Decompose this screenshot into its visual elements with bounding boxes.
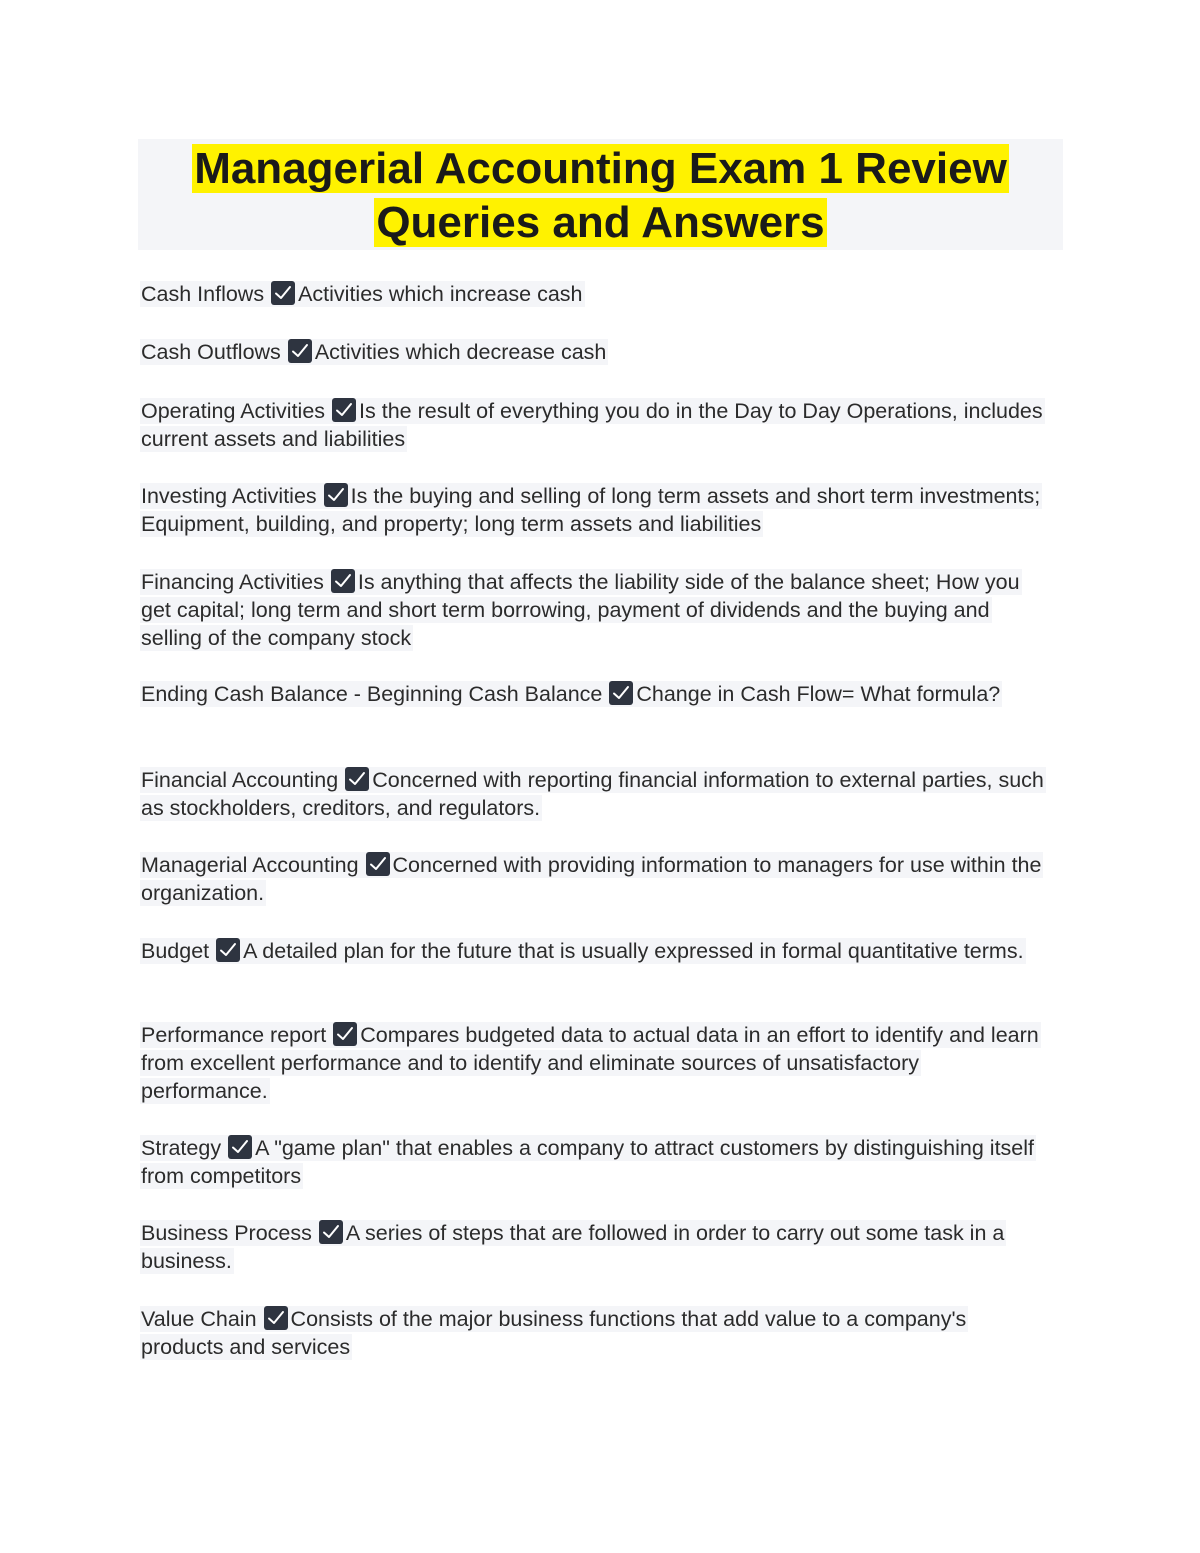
qa-item-financing-activities [140,568,1050,652]
check-mark-icon [332,398,356,422]
qa-term: Cash Outflows [141,340,281,364]
check-mark-icon [288,339,312,363]
title-line-2: Queries and Answers [376,198,825,247]
qa-definition: A "game plan" that enables a company to attract customers by distinguishing itself from competitors [141,1136,1035,1188]
document-title [138,139,1063,250]
qa-term: Strategy [141,1136,222,1160]
qa-definition: A series of steps that are followed in order to carry out some task in a business. [141,1221,1005,1273]
qa-item-strategy [140,1134,1050,1190]
qa-item-business-process [140,1219,1050,1275]
qa-definition: A detailed plan for the future that is usually expressed in formal quantitative terms. [243,939,1024,963]
qa-term: Business Process [141,1221,312,1245]
qa-definition: Change in Cash Flow= What formula? [636,682,1001,706]
check-mark-icon [264,1306,288,1330]
check-mark-icon [609,681,633,705]
check-mark-icon [333,1022,357,1046]
check-mark-icon [324,483,348,507]
check-mark-icon [366,852,390,876]
qa-item-operating-activities [140,397,1050,453]
qa-item-budget [140,937,1050,965]
check-mark-icon [319,1220,343,1244]
qa-term: Financial Accounting [141,768,339,792]
qa-definition: Concerned with reporting financial information to external parties, such as stockholders, creditors, and regulators. [141,768,1044,820]
qa-definition: Is the result of everything you do in the Day to Day Operations, includes current assets and liabilities [141,399,1043,451]
qa-definition: Activities which increase cash [298,282,583,306]
qa-definition: Activities which decrease cash [314,340,607,364]
qa-item-cash-inflows [140,280,1050,308]
qa-term: Performance report [141,1023,327,1047]
qa-term: Budget [141,939,210,963]
check-mark-icon [216,938,240,962]
check-mark-icon [228,1135,252,1159]
qa-item-value-chain [140,1305,1050,1361]
qa-item-performance-report [140,1021,1050,1105]
qa-term: Ending Cash Balance - Beginning Cash Balance [141,682,603,706]
qa-term: Value Chain [141,1307,257,1331]
title-line-1: Managerial Accounting Exam 1 Review [194,144,1007,193]
qa-item-investing-activities [140,482,1050,538]
qa-definition: Compares budgeted data to actual data in an effort to identify and learn from excellent performance and to identify and eliminate sources of unsatisfactory performance. [141,1023,1039,1103]
check-mark-icon [271,281,295,305]
qa-item-financial-accounting [140,766,1050,822]
qa-term: Cash Inflows [141,282,265,306]
qa-term: Investing Activities [141,484,317,508]
check-mark-icon [331,569,355,593]
qa-term: Operating Activities [141,399,326,423]
check-mark-icon [345,767,369,791]
qa-definition: Is the buying and selling of long term assets and short term investments; Equipment, building, and property; long term assets and liabilities [141,484,1041,536]
qa-term: Financing Activities [141,570,324,594]
qa-term: Managerial Accounting [141,853,359,877]
qa-definition: Consists of the major business functions that add value to a company's products and services [141,1307,967,1359]
qa-item-managerial-accounting [140,851,1050,907]
qa-definition: Concerned with providing information to managers for use within the organization. [141,853,1042,905]
qa-item-ending-cash-balance [140,680,1050,708]
qa-definition: Is anything that affects the liability side of the balance sheet; How you get capital; long term and short term borrowing, payment of dividends and the buying and selling of the company stock [141,570,1020,650]
qa-item-cash-outflows [140,338,1050,366]
